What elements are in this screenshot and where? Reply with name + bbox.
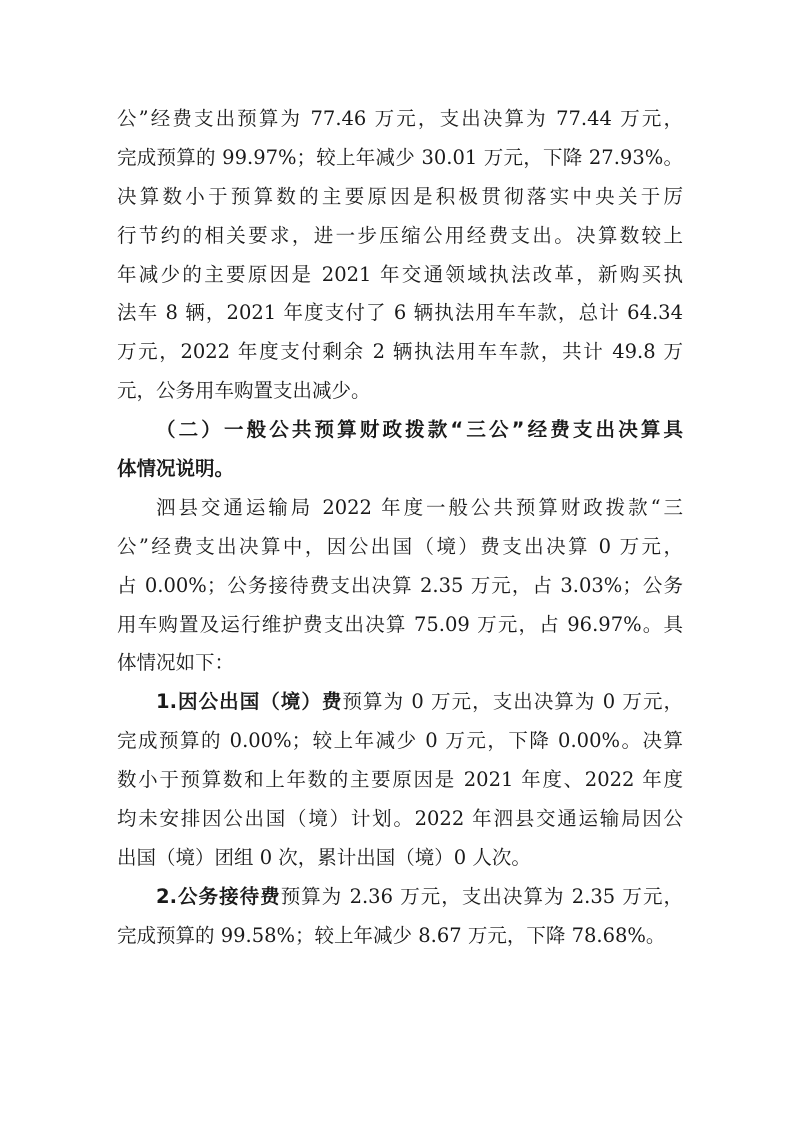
text-line: 体情况如下： bbox=[117, 651, 235, 675]
text-line: 完成预算的 99.97%；较上年减少 30.01 万元，下降 27.93%。 bbox=[117, 145, 683, 169]
text-line: 行节约的相关要求，进一步压缩公用经费支出。决算数较上 bbox=[117, 223, 683, 247]
text-line: 用车购置及运行维护费支出决算 75.09 万元，占 96.97%。具 bbox=[117, 612, 683, 636]
text-line: 公”经费支出决算中，因公出国（境）费支出决算 0 万元， bbox=[117, 534, 683, 558]
text-line: 数小于预算数和上年数的主要原因是 2021 年度、2022 年度 bbox=[117, 768, 683, 792]
text-line: 完成预算的 99.58%；较上年减少 8.67 万元，下降 78.68%。 bbox=[117, 923, 666, 947]
text-line: 万元，2022 年度支付剩余 2 辆执法用车车款，共计 49.8 万 bbox=[117, 340, 683, 364]
text-line: 完成预算的 0.00%；较上年减少 0 万元，下降 0.00%。决算 bbox=[117, 729, 683, 753]
text-line: 出国（境）团组 0 次，累计出国（境）0 人次。 bbox=[117, 845, 531, 869]
paragraph-vehicle-summary bbox=[117, 100, 683, 411]
item-text: 预算为 2.36 万元，支出决算为 2.35 万元， bbox=[280, 884, 683, 908]
text-line bbox=[117, 878, 683, 917]
text-line: 公”经费支出预算为 77.46 万元，支出决算为 77.44 万元， bbox=[117, 107, 683, 130]
heading-line: （二）一般公共预算财政拨款“三公”经费支出决算具 bbox=[156, 418, 683, 442]
text-line: 占 0.00%；公务接待费支出决算 2.35 万元，占 3.03%；公务 bbox=[117, 573, 683, 597]
text-line: 决算数小于预算数的主要原因是积极贯彻落实中央关于厉 bbox=[117, 184, 683, 208]
text-line: 法车 8 辆，2021 年度支付了 6 辆执法用车车款，总计 64.34 bbox=[117, 301, 683, 325]
document-body bbox=[117, 100, 683, 956]
text-line: 均未安排因公出国（境）计划。2022 年泗县交通运输局因公 bbox=[117, 807, 683, 831]
section-heading bbox=[117, 411, 683, 489]
text-line bbox=[117, 683, 683, 722]
paragraph-overview bbox=[117, 489, 683, 683]
item-label: 1.因公出国（境）费 bbox=[156, 690, 343, 714]
text-line: 元，公务用车购置支出减少。 bbox=[117, 379, 371, 403]
item-text: 预算为 0 万元，支出决算为 0 万元， bbox=[342, 690, 683, 714]
item-overseas-travel bbox=[117, 683, 683, 877]
item-official-reception bbox=[117, 878, 683, 956]
item-label: 2.公务接待费 bbox=[156, 884, 281, 908]
heading-line: 体情况说明。 bbox=[117, 457, 235, 481]
text-line: 泗县交通运输局 2022 年度一般公共预算财政拨款“三 bbox=[156, 495, 683, 519]
text-line: 年减少的主要原因是 2021 年交通领域执法改革，新购买执 bbox=[117, 262, 683, 286]
